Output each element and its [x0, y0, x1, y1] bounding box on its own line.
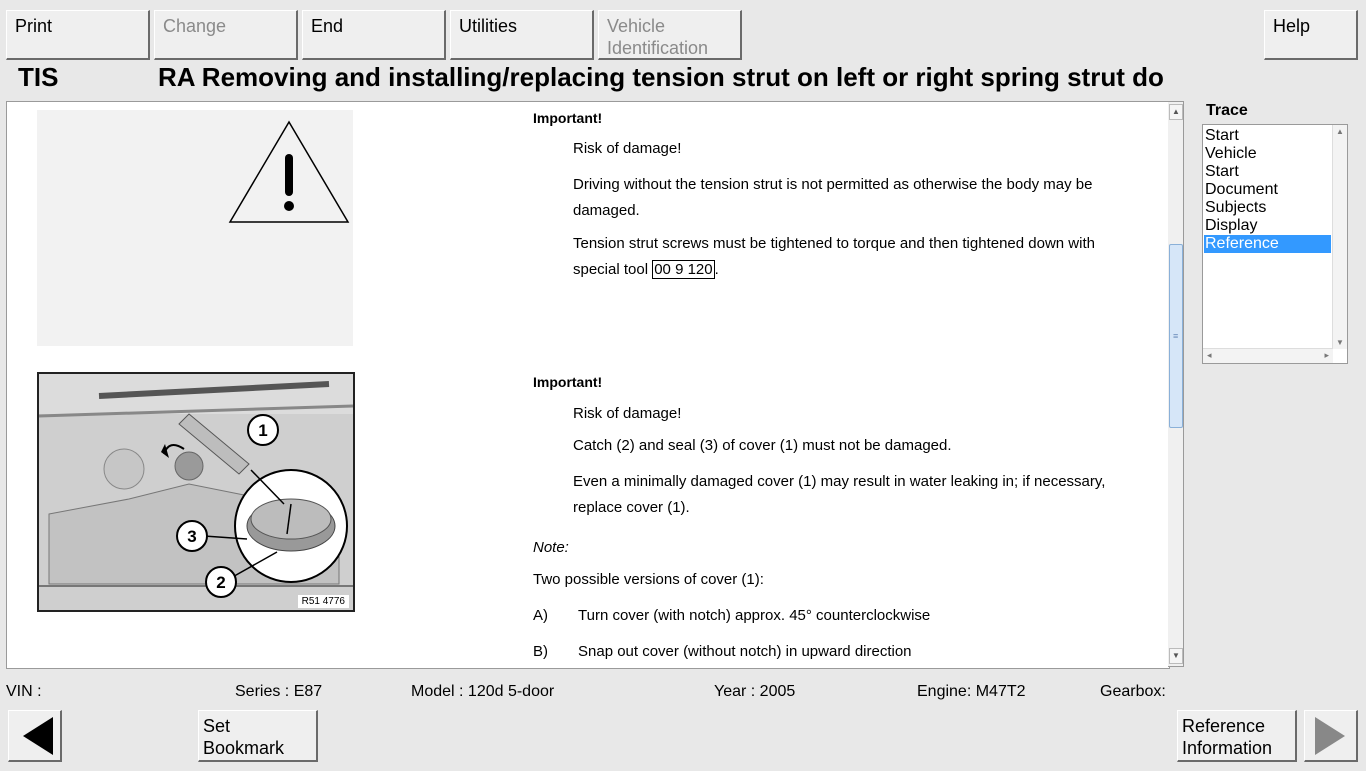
model-value: Model : 120d 5-door: [411, 683, 555, 700]
trace-item-display[interactable]: Display: [1205, 217, 1258, 234]
trace-horizontal-scrollbar[interactable]: [1203, 348, 1333, 363]
scroll-up-icon[interactable]: ▲: [1169, 104, 1183, 120]
paragraph-torque-end: .: [714, 261, 719, 278]
arrow-left-icon: [9, 711, 61, 761]
cover-illustration: [37, 372, 355, 612]
important-heading-2: Important!: [533, 374, 603, 390]
grip-icon: ≡: [1173, 331, 1179, 341]
forward-button[interactable]: [1304, 710, 1358, 762]
scrollbar-thumb[interactable]: [1169, 244, 1183, 428]
warning-triangle-icon: [37, 110, 353, 346]
arrow-right-icon: [1305, 711, 1357, 761]
trace-scroll-left-icon[interactable]: ◂: [1207, 350, 1212, 360]
option-a-label: A): [533, 607, 548, 624]
trace-scroll-down-icon[interactable]: ▼: [1336, 338, 1344, 347]
paragraph-body-damage: Driving without the tension strut is not permitted as otherwise the body may be damaged.: [573, 176, 1093, 219]
warning-image: [37, 110, 353, 346]
vin-label: VIN :: [6, 683, 42, 700]
print-button[interactable]: Print: [6, 10, 150, 60]
versions-heading: Two possible versions of cover (1):: [533, 571, 764, 588]
trace-item-start-2[interactable]: Start: [1205, 163, 1239, 180]
illustration-code: R51 4776: [298, 595, 349, 608]
year-value: Year : 2005: [714, 683, 796, 700]
callout-3: [177, 521, 207, 551]
set-bookmark-button[interactable]: Set Bookmark: [198, 710, 318, 762]
note-label: Note:: [533, 539, 569, 556]
page-title: RA Removing and installing/replacing tension strut on left or right spring strut do: [158, 62, 1164, 92]
trace-vertical-scrollbar[interactable]: [1332, 125, 1347, 349]
back-button[interactable]: [8, 710, 62, 762]
option-b-text: Snap out cover (without notch) in upward direction: [578, 643, 912, 660]
change-button[interactable]: Change: [154, 10, 298, 60]
document-scrollbar[interactable]: [1168, 101, 1184, 667]
paragraph-catch-seal: Catch (2) and seal (3) of cover (1) must not be damaged.: [573, 437, 952, 454]
option-b-label: B): [533, 643, 548, 660]
gearbox-value: Gearbox:: [1100, 683, 1166, 700]
callout-2: [206, 567, 236, 597]
important-heading-1: Important!: [533, 110, 603, 126]
series-value: Series : E87: [235, 683, 323, 700]
help-button[interactable]: Help: [1264, 10, 1358, 60]
trace-scroll-right-icon[interactable]: ▸: [1324, 350, 1329, 360]
trace-item-start[interactable]: Start: [1205, 127, 1239, 144]
utilities-button[interactable]: Utilities: [450, 10, 594, 60]
special-tool-link[interactable]: 00 9 120: [654, 261, 713, 278]
risk-text-2: Risk of damage!: [573, 405, 682, 422]
illustration-drawing: [39, 374, 353, 610]
end-button[interactable]: End: [302, 10, 446, 60]
document-view[interactable]: [6, 101, 1170, 669]
vehicle-identification-button[interactable]: Vehicle Identification: [598, 10, 742, 60]
app-label: TIS: [18, 62, 59, 92]
callout-1: [248, 415, 278, 445]
callout-1-label: 1: [258, 421, 268, 440]
paragraph-water-leak: Even a minimally damaged cover (1) may result in water leaking in; if necessary, replace cover (1).: [573, 473, 1106, 516]
callout-2-label: 2: [216, 573, 226, 592]
trace-list[interactable]: [1202, 124, 1348, 364]
trace-title: Trace: [1206, 102, 1248, 119]
callout-3-label: 3: [187, 527, 197, 546]
trace-scroll-up-icon[interactable]: ▲: [1336, 127, 1344, 136]
trace-item-document[interactable]: Document: [1205, 181, 1278, 198]
paragraph-torque: [573, 231, 1143, 283]
scroll-down-icon[interactable]: ▼: [1169, 648, 1183, 664]
engine-value: Engine: M47T2: [917, 683, 1026, 700]
paragraph-torque-text: Tension strut screws must be tightened to torque and then tightened down with special tool: [573, 235, 1095, 278]
option-a-text: Turn cover (with notch) approx. 45° counterclockwise: [578, 607, 931, 624]
trace-item-vehicle[interactable]: Vehicle: [1205, 145, 1257, 162]
trace-item-reference[interactable]: Reference: [1204, 235, 1331, 253]
risk-text-1: Risk of damage!: [573, 140, 682, 157]
vehicle-status-bar: [0, 679, 1366, 705]
trace-item-subjects[interactable]: Subjects: [1205, 199, 1267, 216]
reference-information-button[interactable]: Reference Information: [1177, 710, 1297, 762]
